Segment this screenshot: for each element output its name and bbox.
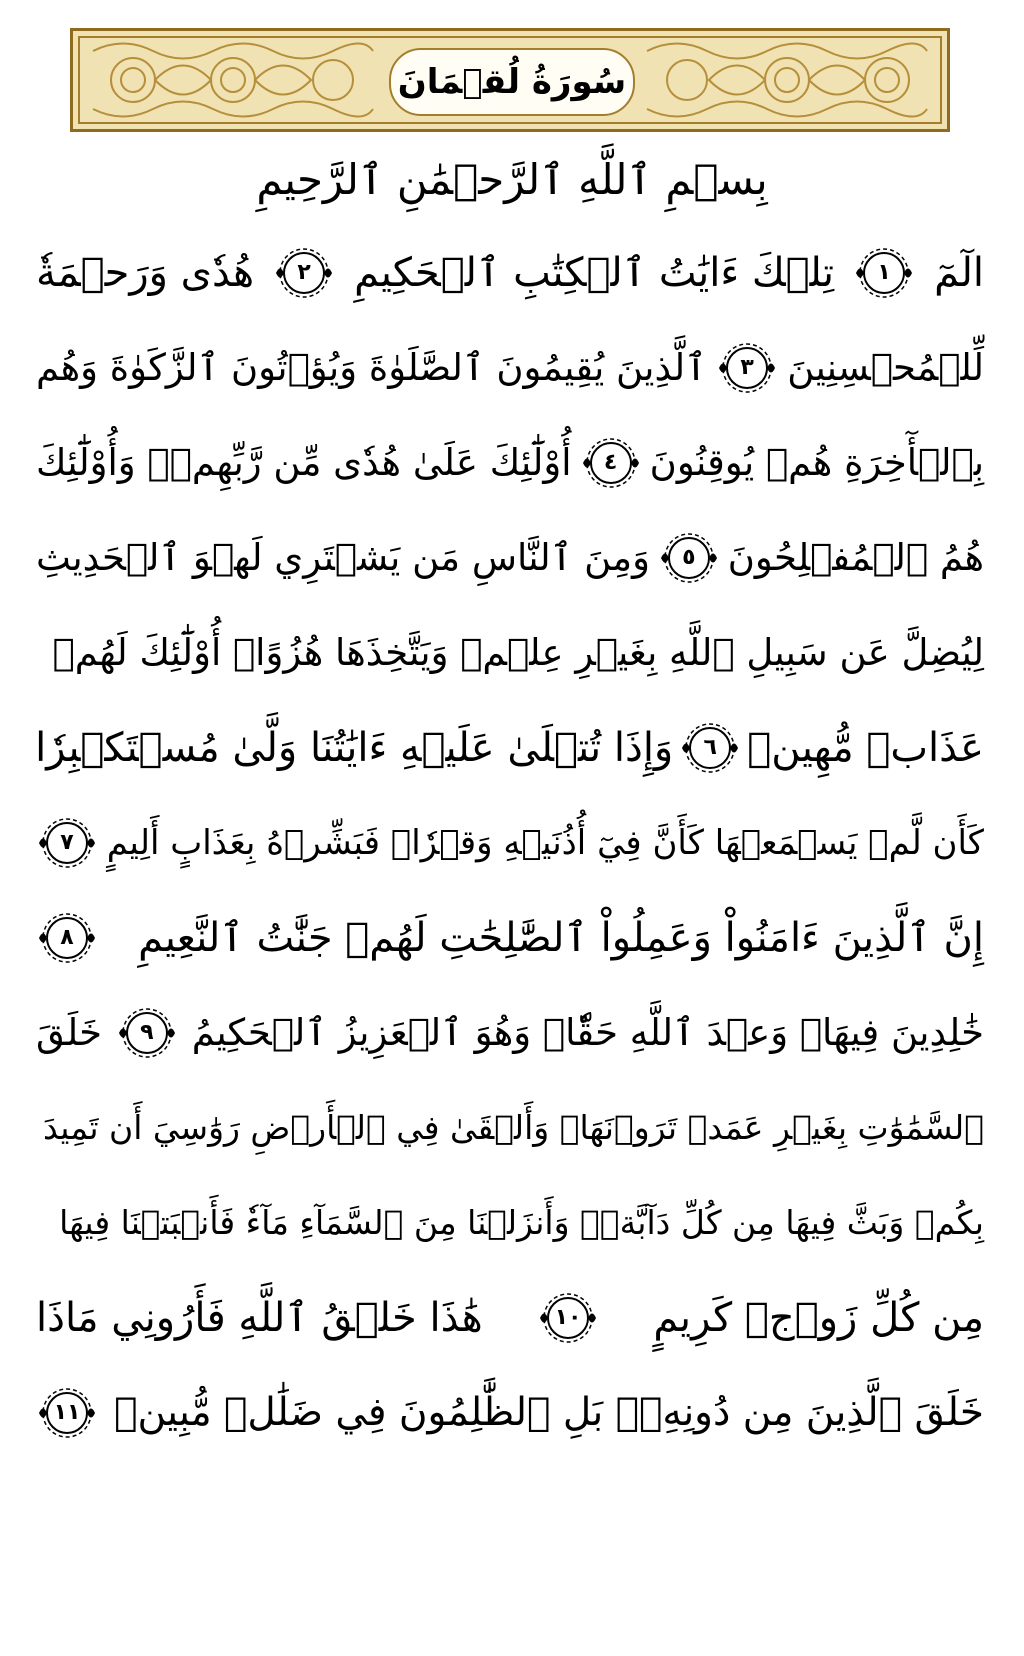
surah-title: سُورَةُ لُقۡمَانَ (397, 62, 627, 102)
verse-text: مِن كُلِّ زَوۡجٖ كَرِيمٍ (653, 1294, 984, 1341)
ayah-marker (36, 816, 98, 870)
quran-line (36, 1080, 984, 1175)
verse-text: عَذَابٞ مُّهِينٞ (747, 724, 984, 771)
ayah-marker (679, 721, 741, 775)
verse-lines (36, 225, 984, 1460)
ayah-number: ٦ (703, 734, 717, 760)
quran-line (36, 320, 984, 415)
quran-line (36, 510, 984, 605)
ayah-number: ٥ (682, 544, 696, 570)
verse-text: بِكُمۡ وَبَثَّ فِيهَا مِن كُلِّ دَآبَّةٖۚ وَأَنزَلۡنَا مِنَ ٱلسَّمَآءِ مَآءٗ فَأَنۢبَتۡنَا فِيهَا (59, 1203, 984, 1242)
quran-line (36, 415, 984, 510)
ayah-marker (273, 246, 335, 300)
verse-text: كَأَن لَّمۡ يَسۡمَعۡهَا كَأَنَّ فِيٓ أُذُنَيۡهِ وَقۡرٗاۖ فَبَشِّرۡهُ بِعَذَابٍ أَلِيمٍ (106, 822, 984, 863)
ayah-marker (853, 246, 915, 300)
ayah-marker (716, 341, 778, 395)
ayah-number: ٧ (60, 829, 74, 855)
quran-line (36, 225, 984, 320)
ayah-marker (658, 531, 720, 585)
verse-text: خَلَقَ (36, 1011, 102, 1054)
ayah-number: ٨ (60, 924, 74, 950)
ayah-marker (580, 436, 642, 490)
verse-text: لِيُضِلَّ عَن سَبِيلِ ٱللَّهِ بِغَيۡرِ عِلۡمٖ وَيَتَّخِذَهَا هُزُوًاۚ أُوْلَٰٓئِكَ لَهُمۡ (52, 631, 984, 674)
ayah-number: ٣ (740, 354, 754, 380)
ayah-marker (36, 911, 98, 965)
verse-text: خَلَقَ ٱلَّذِينَ مِن دُونِهِۦۚ بَلِ ٱلظَّٰلِمُونَ فِي ضَلَٰلٖ مُّبِينٖ (114, 1390, 984, 1435)
verse-text: ٱلَّذِينَ يُقِيمُونَ ٱلصَّلَوٰةَ وَيُؤۡتُونَ ٱلزَّكَوٰةَ وَهُم (36, 346, 707, 389)
verse-text: هُدٗى وَرَحۡمَةٗ (36, 249, 255, 296)
basmala: بِسۡمِ ٱللَّهِ ٱلرَّحۡمَٰنِ ٱلرَّحِيمِ (256, 155, 768, 204)
verse-text: إِنَّ ٱلَّذِينَ ءَامَنُواْ وَعَمِلُواْ ٱلصَّٰلِحَٰتِ لَهُمۡ جَنَّٰتُ ٱلنَّعِيمِ (138, 914, 984, 961)
ayah-marker (116, 1006, 178, 1060)
surah-title-box (389, 48, 635, 116)
quran-line (36, 1175, 984, 1270)
verse-text: الٓمٓ (934, 249, 984, 296)
ayah-number: ٩ (140, 1019, 154, 1045)
verse-text: وَمِنَ ٱلنَّاسِ مَن يَشۡتَرِي لَهۡوَ ٱلۡحَدِيثِ (36, 536, 650, 579)
verse-text: هَٰذَا خَلۡقُ ٱللَّهِ فَأَرُونِي مَاذَا (36, 1294, 483, 1341)
quran-line (36, 985, 984, 1080)
verse-text: هُمُ ٱلۡمُفۡلِحُونَ (727, 536, 984, 579)
quran-line (36, 700, 984, 795)
verse-text: وَإِذَا تُتۡلَىٰ عَلَيۡهِ ءَايَٰتُنَا وَلَّىٰ مُسۡتَكۡبِرٗا (35, 724, 674, 771)
ayah-number: ٤ (603, 449, 618, 475)
quran-line (36, 1270, 984, 1365)
verse-text: ٱلسَّمَٰوَٰتِ بِغَيۡرِ عَمَدٖ تَرَوۡنَهَاۖ وَأَلۡقَىٰ فِي ٱلۡأَرۡضِ رَوَٰسِيَ أَن تَمِيدَ (42, 1108, 984, 1147)
ayah-marker (537, 1291, 599, 1345)
ayah-number: ٢ (297, 259, 311, 285)
ayah-marker (36, 1386, 98, 1440)
ayah-number: ١ (877, 259, 891, 285)
verse-text: أُوْلَٰٓئِكَ عَلَىٰ هُدٗى مِّن رَّبِّهِمۡۖ وَأُوْلَٰٓئِكَ (36, 441, 572, 484)
verse-text: لِّلۡمُحۡسِنِينَ (787, 346, 984, 389)
ayah-number: ١١ (53, 1399, 81, 1425)
surah-header (70, 28, 950, 132)
quran-line (36, 795, 984, 890)
verse-text: تِلۡكَ ءَايَٰتُ ٱلۡكِتَٰبِ ٱلۡحَكِيمِ (354, 249, 835, 296)
ayah-number: ١٠ (554, 1304, 582, 1330)
verse-text: خَٰلِدِينَ فِيهَاۖ وَعۡدَ ٱللَّهِ حَقّٗاۚ وَهُوَ ٱلۡعَزِيزُ ٱلۡحَكِيمُ (191, 1011, 984, 1054)
quran-line (36, 1365, 984, 1460)
verse-text: بِٱلۡأٓخِرَةِ هُمۡ يُوقِنُونَ (649, 441, 984, 484)
quran-line (36, 890, 984, 985)
quran-line (36, 605, 984, 700)
